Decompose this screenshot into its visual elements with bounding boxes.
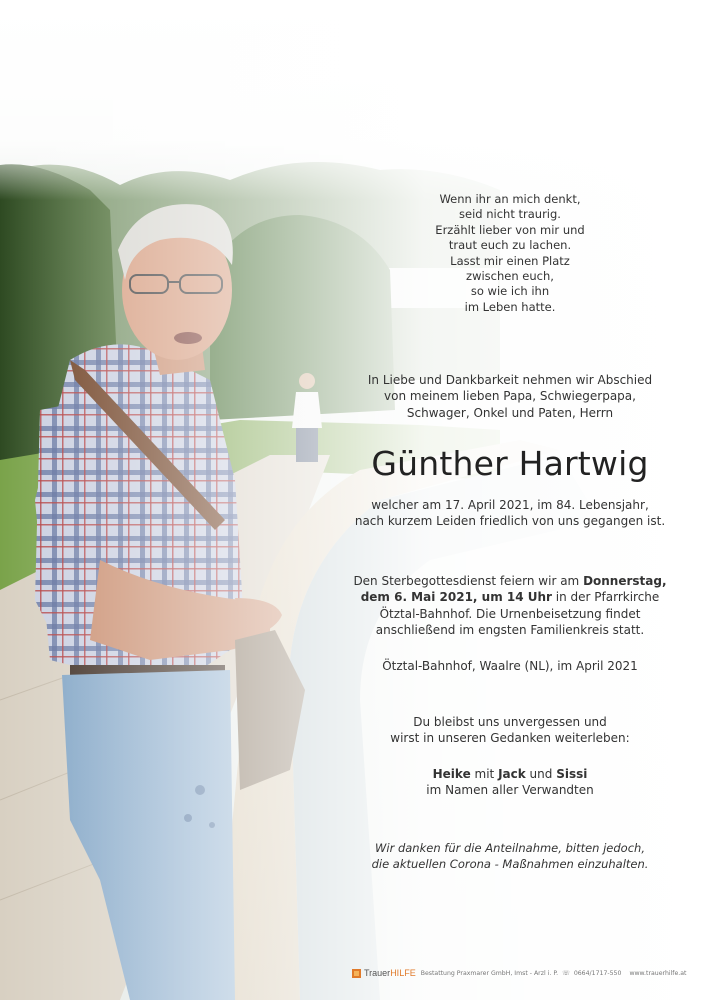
service-info <box>330 573 690 639</box>
thanks-note <box>330 840 690 872</box>
footer-company: Bestattung Praxmarer GmbH, Imst - Arzl i. P. <box>420 969 559 977</box>
family-name: Heike <box>432 767 471 781</box>
family-line-2: im Namen aller Verwandten <box>426 783 594 798</box>
family-name: Sissi <box>556 767 588 781</box>
death-line: welcher am 17. April 2021, im 84. Lebensjahr, <box>371 498 649 512</box>
service-date-time: dem 6. Mai 2021, um 14 Uhr <box>360 590 552 605</box>
service-line-1 <box>330 573 690 589</box>
death-notice <box>330 497 690 530</box>
intro-text <box>330 372 690 421</box>
service-line-3: Ötztal-Bahnhof. Die Urnenbeisetzung findet <box>379 606 641 621</box>
family-names <box>330 766 690 782</box>
memory-line: Du bleibst uns unvergessen und <box>413 715 607 729</box>
family-signature <box>330 766 690 799</box>
service-day: Donnerstag, <box>583 574 667 588</box>
service-line-2 <box>330 589 690 605</box>
thanks-line: die aktuellen Corona - Maßnahmen einzuhalten. <box>371 857 649 871</box>
intro-line: In Liebe und Dankbarkeit nehmen wir Abschied <box>367 373 653 387</box>
service-text: Den Sterbegottesdienst feiern wir am <box>353 574 584 588</box>
poem <box>330 192 690 315</box>
logo-text-accent: HILFE <box>390 968 416 978</box>
memory-text <box>330 714 690 747</box>
service-text: in der Pfarrkirche <box>551 590 660 605</box>
deceased-name: Günther Hartwig <box>371 444 649 483</box>
thanks-line: Wir danken für die Anteilnahme, bitten jedoch, <box>375 841 645 855</box>
trauerhilfe-logo-icon <box>352 969 361 978</box>
poem-line: Wenn ihr an mich denkt, <box>439 192 581 206</box>
memory-line: wirst in unseren Gedanken weiterleben: <box>390 731 630 746</box>
footer-web[interactable]: www.trauerhilfe.at <box>629 969 687 977</box>
death-line: nach kurzem Leiden friedlich von uns gegangen ist. <box>354 514 666 529</box>
poem-line: traut euch zu lachen. <box>448 238 572 253</box>
poem-line: seid nicht traurig. <box>459 207 561 222</box>
family-connector: und <box>525 767 557 781</box>
poem-line: im Leben hatte. <box>464 299 556 314</box>
footer <box>352 966 697 980</box>
intro-line: Schwager, Onkel und Paten, Herrn <box>406 405 614 420</box>
footer-phone: 0664/1717-550 <box>573 969 622 977</box>
place-date: Ötztal-Bahnhof, Waalre (NL), im April 2021 <box>382 659 638 673</box>
poem-line: so wie ich ihn <box>470 284 550 299</box>
service-line-4: anschließend im engsten Familienkreis statt. <box>375 623 645 638</box>
family-name: Jack <box>498 767 526 781</box>
poem-line: Erzählt lieber von mir und <box>435 222 585 237</box>
intro-line: von meinem lieben Papa, Schwiegerpapa, <box>384 389 636 404</box>
poem-line: zwischen euch, <box>466 269 554 284</box>
phone-icon: ☏ <box>562 969 570 977</box>
poem-line: Lasst mir einen Platz <box>450 253 570 268</box>
logo-text: Trauer <box>364 968 391 978</box>
family-connector: mit <box>470 767 499 781</box>
